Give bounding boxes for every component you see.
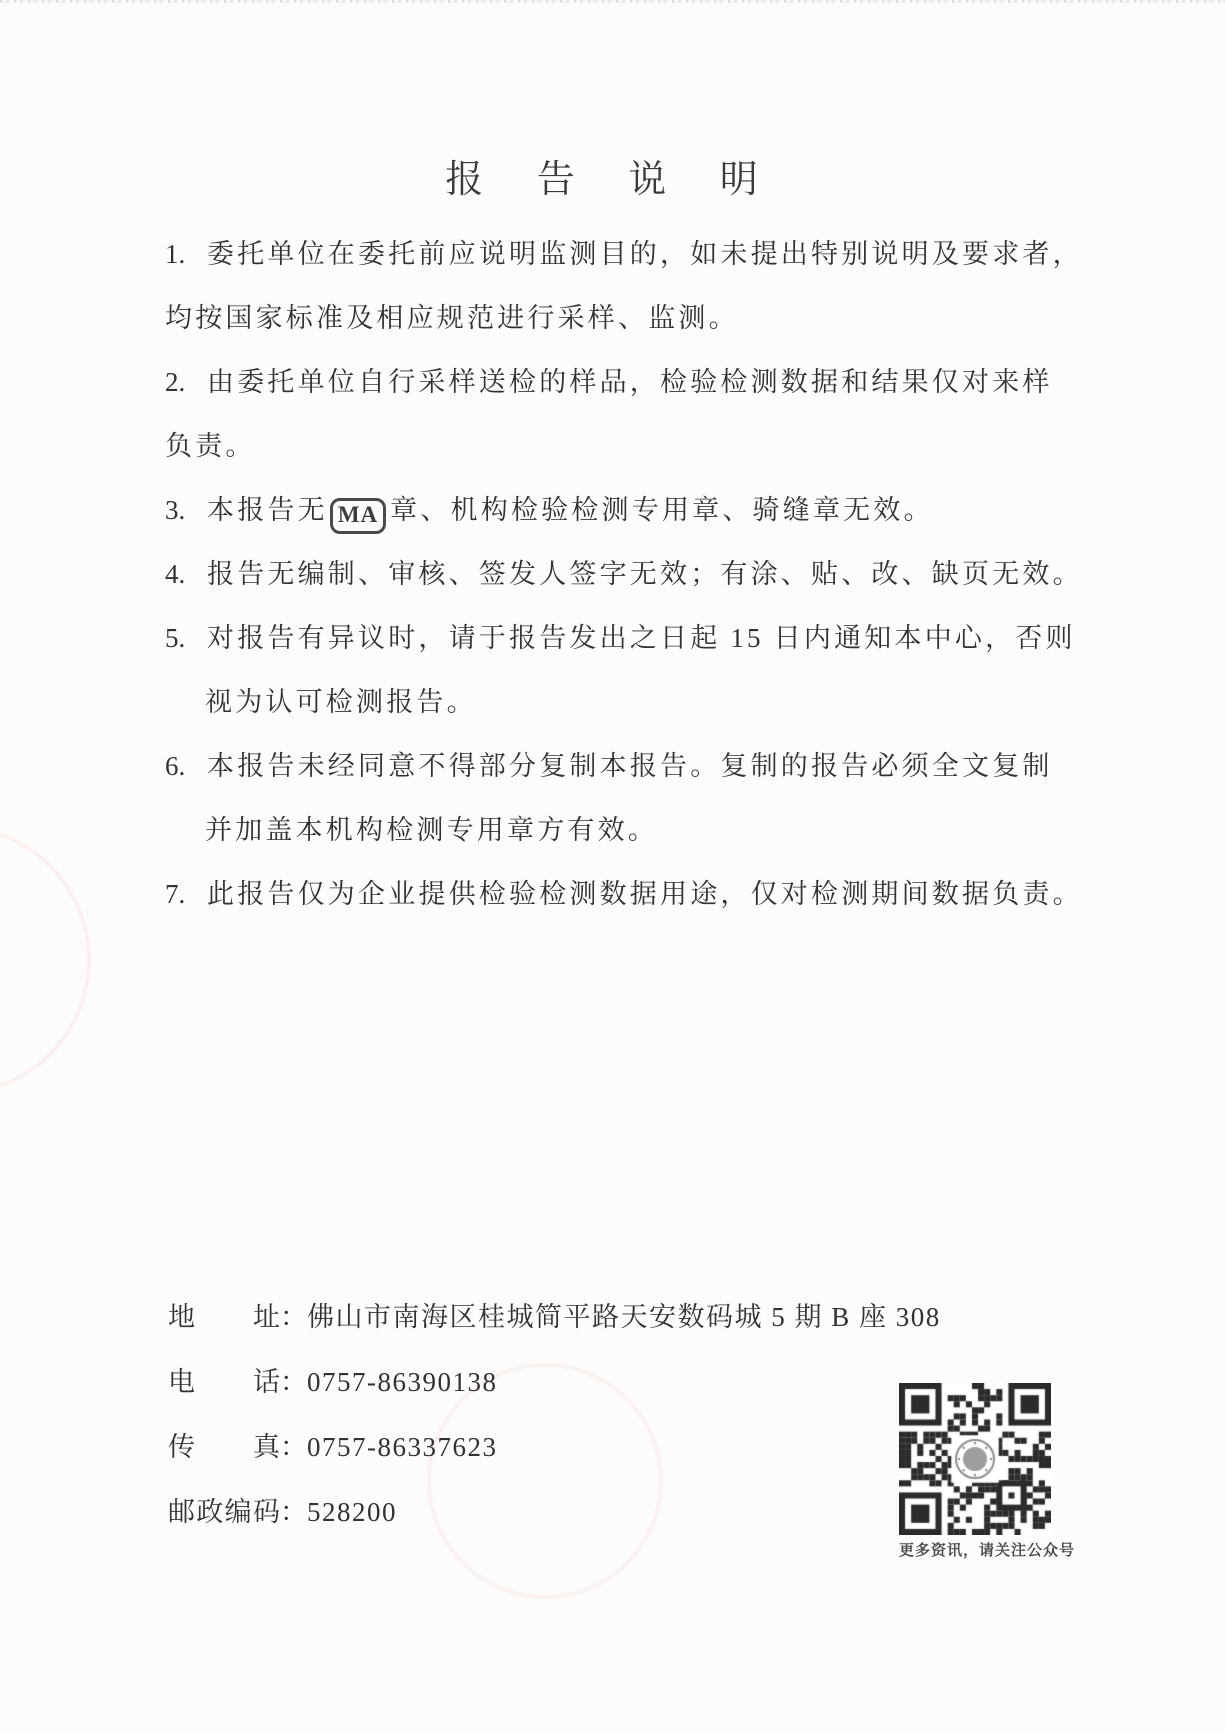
list-item-6 [165, 734, 1095, 798]
item-text: 由委托单位自行采样送检的样品，检验检测数据和结果仅对来样 [207, 367, 1053, 397]
list-item-5-continued: 视为认可检测报告。 [205, 687, 477, 717]
contact-phone-row [168, 1350, 941, 1415]
scan-edge-artifact [0, 0, 1225, 3]
contact-separator: ： [280, 1497, 307, 1527]
contact-fax-value: 0757-86337623 [307, 1432, 498, 1462]
contact-phone-label: 电话 [168, 1367, 280, 1397]
list-item-2-continued: 负责。 [165, 431, 256, 461]
qr-caption: 更多资讯，请关注公众号 [899, 1542, 1076, 1559]
item-text: 报告无编制、审核、签发人签字无效；有涂、贴、改、缺页无效。 [207, 559, 1083, 589]
contact-block [168, 1285, 941, 1545]
item-number: 6. [165, 751, 186, 781]
list-item-1 [165, 222, 1095, 286]
qr-code-block [899, 1383, 1076, 1560]
contact-phone-value: 0757-86390138 [307, 1367, 498, 1397]
item-number: 1. [165, 239, 186, 269]
item-text: 对报告有异议时，请于报告发出之日起 15 日内通知本中心，否则 [207, 623, 1076, 653]
list-item-1-continued: 均按国家标准及相应规范进行采样、监测。 [165, 303, 739, 333]
contact-fax-label: 传真 [168, 1432, 280, 1462]
contact-separator: ： [280, 1302, 307, 1332]
item-text: 本报告未经同意不得部分复制本报告。复制的报告必须全文复制 [207, 751, 1053, 781]
report-notes-list [165, 222, 1095, 926]
cma-mark-icon: MA [330, 498, 386, 534]
red-stamp-arc-left [0, 826, 90, 1094]
contact-postcode-value: 528200 [307, 1497, 397, 1527]
item-text: 本报告无 [207, 495, 328, 525]
contact-fax-row [168, 1415, 941, 1480]
list-item-4 [165, 542, 1095, 606]
item-number: 5. [165, 623, 186, 653]
item-text: 此报告仅为企业提供检验检测数据用途，仅对检测期间数据负责。 [207, 879, 1083, 909]
page-title: 报 告 说 明 [445, 159, 780, 201]
contact-address-label: 地址 [168, 1302, 280, 1332]
item-text: 委托单位在委托前应说明监测目的，如未提出特别说明及要求者， [207, 239, 1083, 269]
list-item-3 [165, 478, 1095, 542]
list-item-5 [165, 606, 1095, 670]
item-number: 3. [165, 495, 186, 525]
list-item-7 [165, 862, 1095, 926]
item-number: 2. [165, 367, 186, 397]
contact-address-value: 佛山市南海区桂城简平路天安数码城 5 期 B 座 308 [307, 1302, 941, 1332]
item-text: 章、机构检验检测专用章、骑缝章无效。 [390, 495, 934, 525]
contact-address-row [168, 1285, 941, 1350]
contact-postcode-row [168, 1480, 941, 1545]
list-item-6-continued: 并加盖本机构检测专用章方有效。 [205, 815, 658, 845]
item-number: 4. [165, 559, 186, 589]
item-number: 7. [165, 879, 186, 909]
contact-postcode-label: 邮政编码 [168, 1497, 280, 1527]
qr-code [899, 1383, 1051, 1535]
list-item-2 [165, 350, 1095, 414]
contact-separator: ： [280, 1432, 307, 1462]
contact-separator: ： [280, 1367, 307, 1397]
